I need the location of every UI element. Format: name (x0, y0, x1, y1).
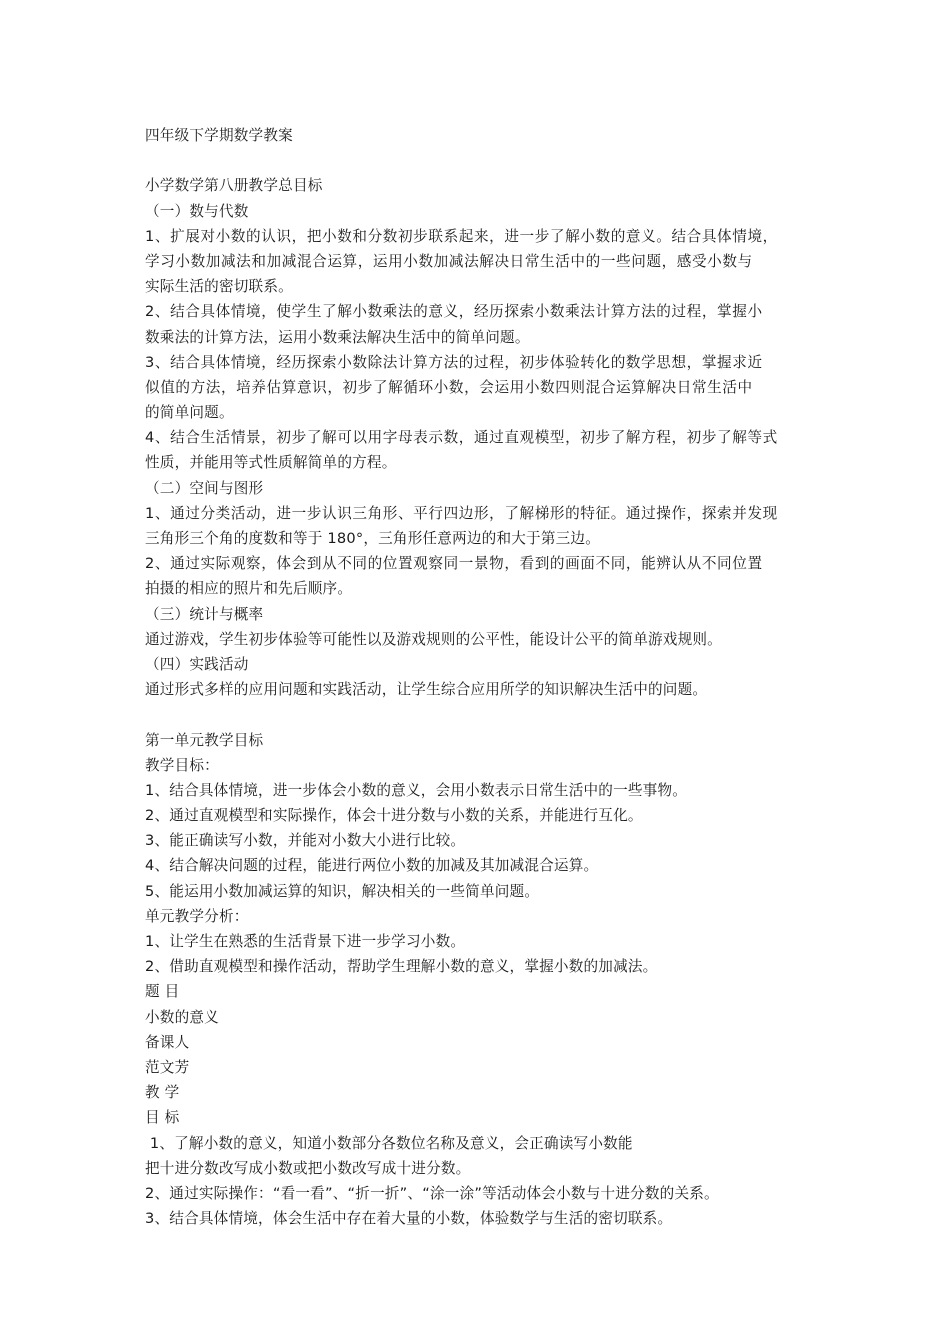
analysis-label: 单元教学分析： (145, 907, 249, 925)
teaching-label: 教 学 (145, 1084, 180, 1102)
paragraph-line: 2、通过实际观察，体会到从不同的位置观察同一景物，看到的画面不同，能辨认从不同位置 (145, 555, 763, 573)
paragraph-line: 拍摄的相应的照片和先后顺序。 (145, 580, 353, 598)
paragraph-line: 性质，并能用等式性质解简单的方程。 (145, 454, 397, 472)
goal-item: 3、能正确读写小数，并能对小数大小进行比较。 (145, 832, 466, 850)
goals-label: 教学目标： (145, 756, 219, 774)
lesson-goal-line: 3、结合具体情境，体会生活中存在着大量的小数，体验数学与生活的密切联系。 (145, 1210, 673, 1228)
paragraph-line: 数乘法的计算方法，运用小数乘法解决生活中的简单问题。 (145, 328, 530, 346)
paragraph-line: 通过游戏，学生初步体验等可能性以及游戏规则的公平性，能设计公平的简单游戏规则。 (145, 630, 722, 648)
paragraph-line: 1、通过分类活动，进一步认识三角形、平行四边形，了解梯形的特征。通过操作，探索并发现 (145, 504, 778, 522)
paragraph-line: 4、结合生活情景，初步了解可以用字母表示数，通过直观模型，初步了解方程，初步了解等式 (145, 429, 778, 447)
section-heading: （三）统计与概率 (145, 605, 264, 623)
document-content (145, 123, 810, 1231)
analysis-item: 2、借助直观模型和操作活动，帮助学生理解小数的意义，掌握小数的加减法。 (145, 958, 658, 976)
goals-label-short: 目 标 (145, 1109, 180, 1127)
blank-line (145, 148, 810, 173)
goal-item: 1、结合具体情境，进一步体会小数的意义，会用小数表示日常生活中的一些事物。 (145, 781, 688, 799)
topic-value: 小数的意义 (145, 1008, 219, 1026)
section-heading: （二）空间与图形 (145, 479, 264, 497)
paragraph-line: 实际生活的密切联系。 (145, 278, 293, 296)
paragraph-line: 2、结合具体情境，使学生了解小数乘法的意义，经历探索小数乘法计算方法的过程，掌握小 (145, 303, 763, 321)
paragraph-line: 通过形式多样的应用问题和实践活动，让学生综合应用所学的知识解决生活中的问题。 (145, 681, 708, 699)
preparer-value: 范文芳 (145, 1058, 190, 1076)
blank-line (145, 702, 810, 727)
goal-item: 2、通过直观模型和实际操作，体会十进分数与小数的关系，并能进行互化。 (145, 807, 643, 825)
unit-heading: 第一单元教学目标 (145, 731, 264, 749)
analysis-item: 1、让学生在熟悉的生活背景下进一步学习小数。 (145, 933, 466, 950)
overall-heading: 小学数学第八册教学总目标 (145, 177, 323, 195)
lesson-goal-line: 把十进分数改写成小数或把小数改写成十进分数。 (145, 1159, 471, 1177)
section-heading: （一）数与代数 (145, 202, 249, 220)
paragraph-line: 似值的方法，培养估算意识，初步了解循环小数，会运用小数四则混合运算解决日常生活中 (145, 378, 753, 396)
lesson-goal-line: 2、通过实际操作：“看一看”、“折一折”、“涂一涂”等活动体会小数与十进分数的关系。 (145, 1184, 719, 1202)
paragraph-line: 的简单问题。 (145, 404, 234, 422)
paragraph-line: 三角形三个角的度数和等于 180°，三角形任意两边的和大于第三边。 (145, 530, 601, 547)
lesson-goal-line: 1、了解小数的意义，知道小数部分各数位名称及意义，会正确读写小数能 (145, 1134, 633, 1152)
document-title: 四年级下学期数学教案 (145, 127, 293, 144)
goal-item: 4、结合解决问题的过程，能进行两位小数的加减及其加减混合运算。 (145, 857, 599, 875)
topic-label: 题 目 (145, 983, 180, 1001)
preparer-label: 备课人 (145, 1033, 190, 1051)
paragraph-line: 3、结合具体情境，经历探索小数除法计算方法的过程，初步体验转化的数学思想，掌握求近 (145, 353, 763, 371)
goal-item: 5、能运用小数加减运算的知识，解决相关的一些简单问题。 (145, 882, 540, 900)
paragraph-line: 学习小数加减法和加减混合运算，运用小数加减法解决日常生活中的一些问题，感受小数与 (145, 252, 753, 270)
section-heading: （四）实践活动 (145, 655, 249, 673)
paragraph-line: 1、扩展对小数的认识，把小数和分数初步联系起来，进一步了解小数的意义。结合具体情境， (145, 227, 778, 245)
